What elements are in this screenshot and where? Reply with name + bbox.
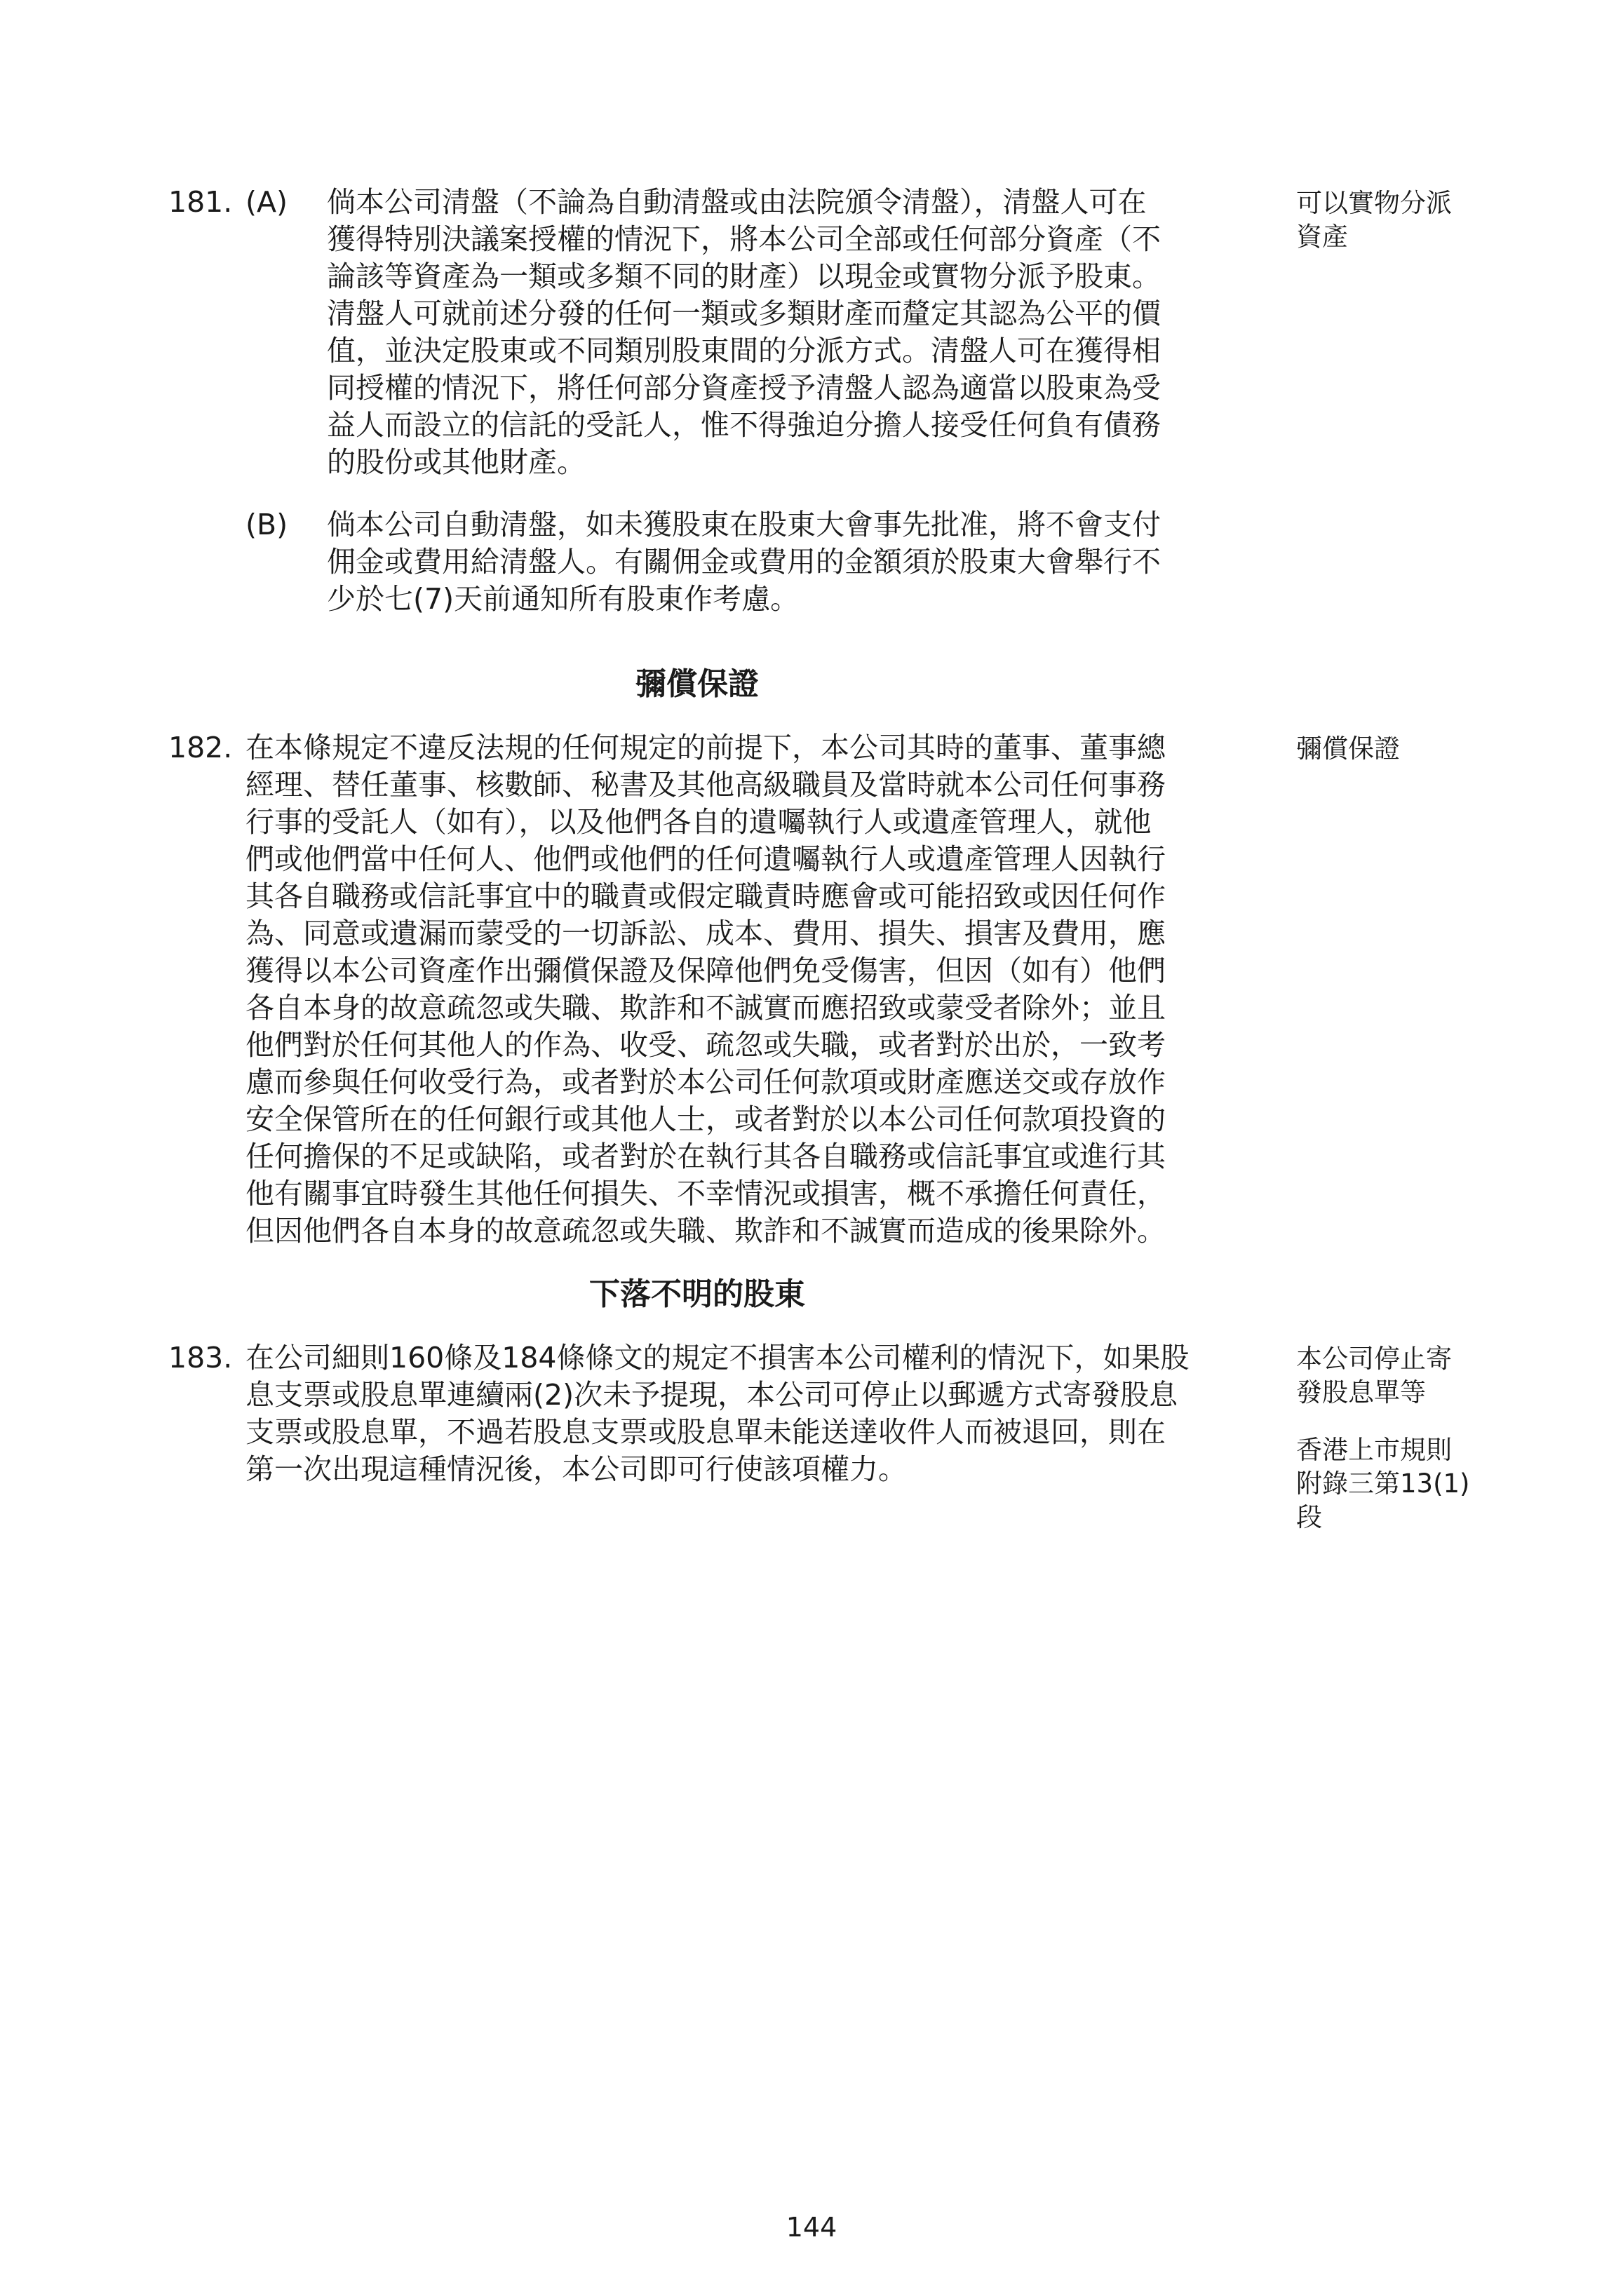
- margin-note: [1296, 732, 1507, 766]
- text-line: 在本條規定不違反法規的任何規定的前提下，本公司其時的董事、董事總: [245, 731, 1166, 764]
- text-line: 清盤人可就前述分發的任何一類或多類財產而釐定其認為公平的價: [327, 297, 1161, 330]
- text-line: 倘本公司自動清盤，如未獲股東在股東大會事先批准，將不會支付: [327, 508, 1161, 541]
- text-line: 慮而參與任何收受行為，或者對於本公司任何款項或財產應送交或存放作: [245, 1065, 1166, 1099]
- clause-182: [168, 729, 1248, 1250]
- text-line: 倘本公司清盤（不論為自動清盤或由法院頒令清盤），清盤人可在: [327, 185, 1147, 219]
- margin-note-line: 資產: [1296, 222, 1348, 252]
- text-line: 他們對於任何其他人的作為、收受、疏忽或失職，或者對於出於，一致考: [245, 1028, 1166, 1062]
- sub-clause-label: (A): [245, 185, 288, 219]
- margin-note-line: 本公司停止寄: [1296, 1344, 1452, 1374]
- text-line: 們或他們當中任何人、他們或他們的任何遺囑執行人或遺產管理人因執行: [245, 842, 1166, 876]
- margin-note: [1296, 1342, 1507, 1410]
- text-line: 同授權的情況下，將任何部分資產授予清盤人認為適當以股東為受: [327, 371, 1161, 405]
- text-line: 獲得特別決議案授權的情況下，將本公司全部或任何部分資產（不: [327, 222, 1161, 256]
- margin-note-line: 彌償保證: [1296, 734, 1400, 764]
- margin-note-line: 附錄三第13(1): [1296, 1468, 1470, 1499]
- clause-number: 182.: [168, 731, 233, 764]
- clause-181-part-a: [168, 184, 1248, 481]
- sub-clause-label: (B): [245, 508, 288, 541]
- text-line: 支票或股息單，不過若股息支票或股息單未能送達收件人而被退回，則在: [245, 1415, 1166, 1449]
- margin-note-line: 香港上市規則: [1296, 1435, 1452, 1465]
- clause-text: [327, 184, 1225, 481]
- text-line: 其各自職務或信託事宜中的職責或假定職責時應會或可能招致或因任何作: [245, 879, 1166, 913]
- text-line: 論該等資產為一類或多類不同的財產）以現金或實物分派予股東。: [327, 259, 1161, 293]
- text-line: 益人而設立的信託的受託人，惟不得強迫分擔人接受任何負有債務: [327, 408, 1161, 442]
- text-line: 為、同意或遺漏而蒙受的一切訴訟、成本、費用、損失、損害及費用，應: [245, 917, 1166, 950]
- text-line: 第一次出現這種情況後，本公司即可行使該項權力。: [245, 1452, 907, 1486]
- clause-text: [245, 1339, 1226, 1488]
- text-line: 經理、替任董事、核數師、秘書及其他高級職員及當時就本公司任何事務: [245, 768, 1166, 802]
- clause-181-part-b: [168, 506, 1248, 618]
- clause-text: [245, 729, 1226, 1250]
- text-line: 值，並決定股東或不同類別股東間的分派方式。清盤人可在獲得相: [327, 334, 1161, 367]
- margin-note-line: 發股息單等: [1296, 1377, 1426, 1407]
- text-line: 的股份或其他財產。: [327, 445, 586, 479]
- section-heading: 下落不明的股東: [589, 1276, 805, 1312]
- clause-number: 181.: [168, 185, 233, 219]
- text-line: 少於七(7)天前通知所有股東作考慮。: [327, 582, 800, 616]
- text-line: 行事的受託人（如有），以及他們各自的遺囑執行人或遺產管理人，就他: [245, 805, 1152, 839]
- text-line: 佣金或費用給清盤人。有關佣金或費用的金額須於股東大會舉行不: [327, 545, 1161, 579]
- text-line: 任何擔保的不足或缺陷，或者對於在執行其各自職務或信託事宜或進行其: [245, 1140, 1166, 1173]
- text-line: 獲得以本公司資產作出彌償保證及保障他們免受傷害，但因（如有）他們: [245, 954, 1166, 987]
- margin-note: [1296, 1433, 1507, 1534]
- clause-text: [327, 506, 1225, 618]
- text-line: 在公司細則160條及184條條文的規定不損害本公司權利的情況下，如果股: [245, 1341, 1190, 1375]
- clause-183: [168, 1339, 1248, 1488]
- text-line: 息支票或股息單連續兩(2)次未予提現，本公司可停止以郵遞方式寄發股息: [245, 1378, 1178, 1412]
- text-line: 他有關事宜時發生其他任何損失、不幸情況或損害，概不承擔任何責任，: [245, 1177, 1166, 1210]
- clause-number: 183.: [168, 1341, 233, 1375]
- text-line: 安全保管所在的任何銀行或其他人士，或者對於以本公司任何款項投資的: [245, 1102, 1166, 1136]
- section-heading: 彌償保證: [635, 666, 759, 702]
- margin-note-line: 可以實物分派: [1296, 188, 1452, 218]
- margin-note-line: 段: [1296, 1502, 1322, 1532]
- text-line: 但因他們各自本身的故意疏忽或失職、欺詐和不誠實而造成的後果除外。: [245, 1214, 1166, 1248]
- text-line: 各自本身的故意疏忽或失職、欺詐和不誠實而應招致或蒙受者除外；並且: [245, 991, 1166, 1025]
- margin-note: [1296, 187, 1507, 254]
- page-number: 144: [786, 2212, 837, 2243]
